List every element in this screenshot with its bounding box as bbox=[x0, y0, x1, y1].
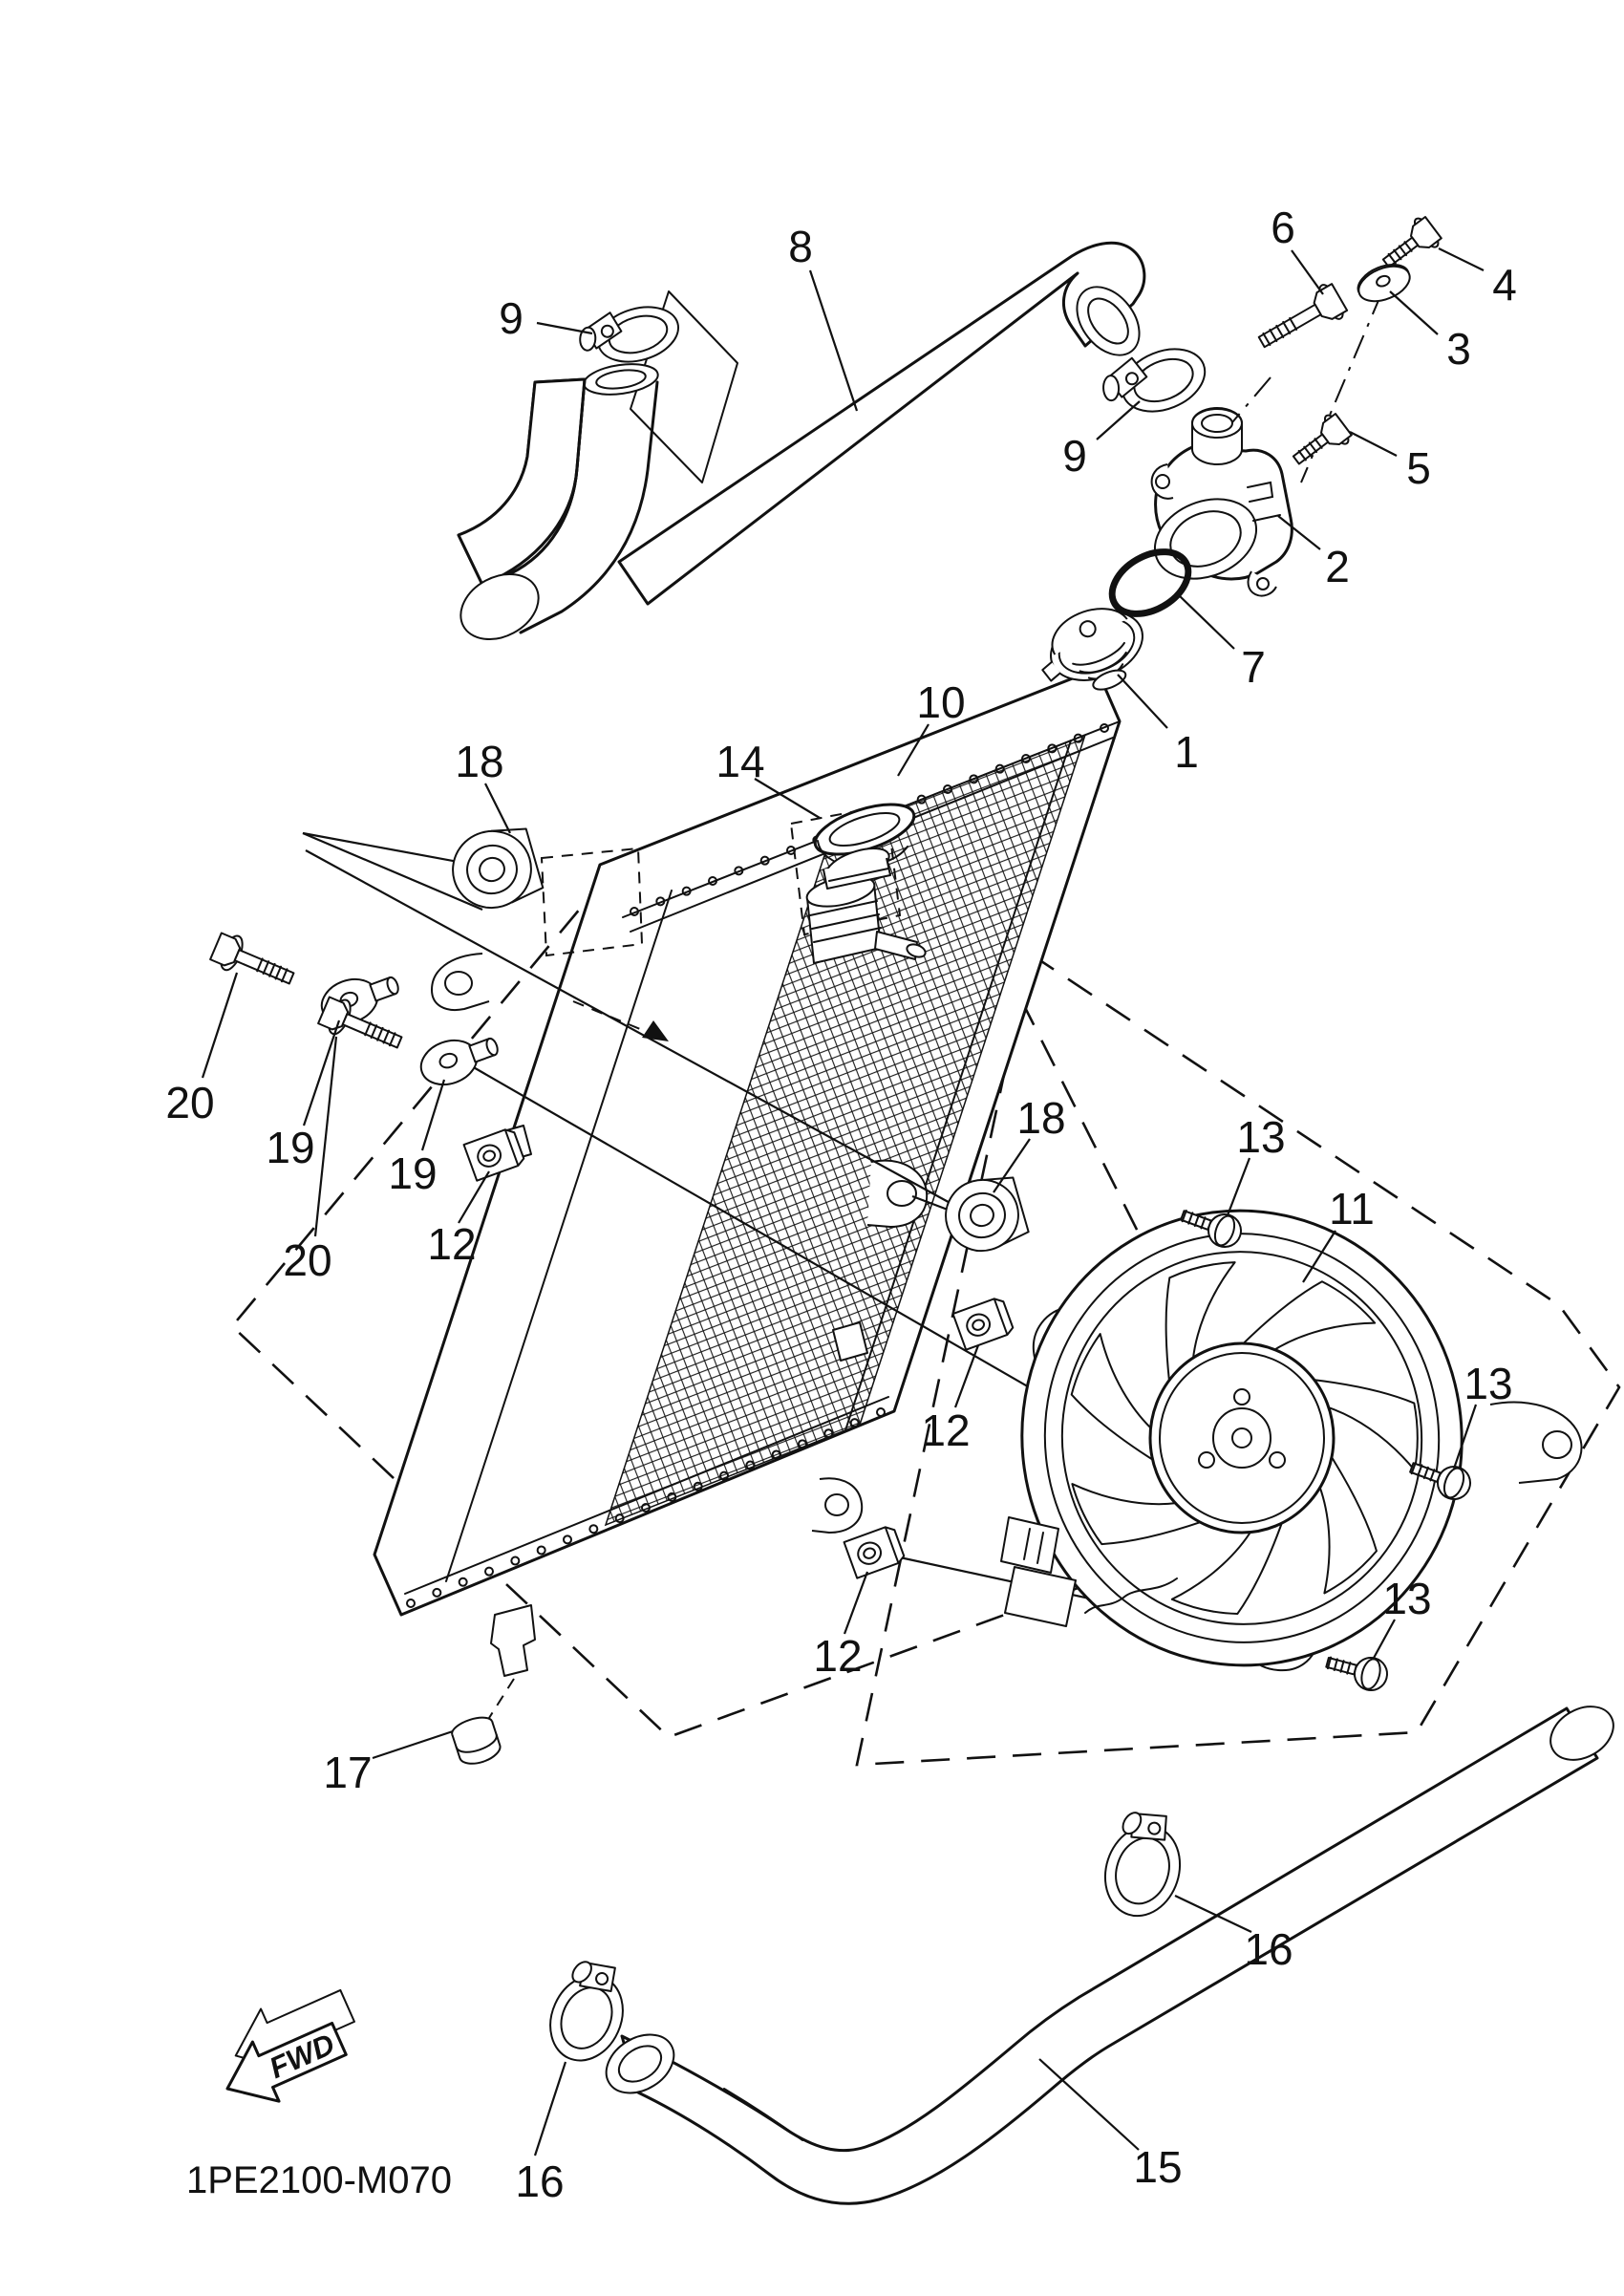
callout-7[interactable]: 7 bbox=[1241, 642, 1266, 692]
callout-12c[interactable]: 12 bbox=[813, 1631, 863, 1681]
callout-leader-13c bbox=[1373, 1620, 1395, 1660]
clip-12b bbox=[953, 1297, 1015, 1350]
callout-16a[interactable]: 16 bbox=[515, 2157, 565, 2206]
washer-19b bbox=[415, 1025, 503, 1092]
callout-9b[interactable]: 9 bbox=[1062, 431, 1087, 481]
callout-11[interactable]: 11 bbox=[1329, 1184, 1375, 1234]
callout-2[interactable]: 2 bbox=[1325, 542, 1350, 591]
lower-hose-15 bbox=[595, 1696, 1622, 2203]
callout-leader-9b bbox=[1097, 401, 1140, 440]
bolt-5 bbox=[1286, 411, 1354, 474]
callout-1[interactable]: 1 bbox=[1174, 727, 1199, 777]
callout-leader-7 bbox=[1178, 594, 1234, 649]
fwd-text: FWD bbox=[264, 2027, 340, 2086]
callout-10[interactable]: 10 bbox=[916, 677, 966, 727]
radiator-bottom-bracket bbox=[812, 1478, 862, 1533]
callout-leader-12c bbox=[844, 1572, 867, 1634]
callout-leader-8 bbox=[810, 270, 857, 411]
callout-19a[interactable]: 19 bbox=[266, 1123, 315, 1172]
callout-leader-16a bbox=[535, 2062, 566, 2156]
callout-20a[interactable]: 20 bbox=[165, 1078, 215, 1127]
bolt-axis-line-2 bbox=[1232, 377, 1271, 422]
callout-leader-1 bbox=[1118, 675, 1167, 728]
callout-13c[interactable]: 13 bbox=[1382, 1574, 1432, 1623]
callout-17[interactable]: 17 bbox=[323, 1748, 373, 1797]
radiator-drain-spout bbox=[489, 1605, 535, 1718]
callout-15[interactable]: 15 bbox=[1133, 2142, 1183, 2192]
callout-leader-6 bbox=[1292, 250, 1323, 294]
callout-8[interactable]: 8 bbox=[788, 222, 813, 271]
hose-clamp-16b bbox=[1094, 1803, 1195, 1925]
callout-leader-13a bbox=[1228, 1158, 1250, 1215]
callout-leader-3 bbox=[1390, 291, 1438, 334]
upper-hose-8 bbox=[449, 243, 1151, 652]
cooling-fan bbox=[993, 1182, 1581, 1693]
callout-leader-17 bbox=[373, 1731, 453, 1758]
callout-18a[interactable]: 18 bbox=[455, 737, 504, 786]
clip-12c bbox=[844, 1525, 906, 1578]
callout-leader-19b bbox=[422, 1080, 444, 1150]
callout-20b[interactable]: 20 bbox=[283, 1235, 332, 1285]
washer-3 bbox=[1353, 258, 1415, 309]
callout-leader-4 bbox=[1439, 248, 1484, 270]
callout-6[interactable]: 6 bbox=[1271, 203, 1295, 252]
bolt-6 bbox=[1252, 281, 1349, 359]
grommet-18a bbox=[444, 821, 545, 917]
callout-19b[interactable]: 19 bbox=[388, 1148, 438, 1198]
callout-5[interactable]: 5 bbox=[1406, 443, 1431, 493]
callout-leader-15 bbox=[1039, 2059, 1139, 2150]
callout-9a[interactable]: 9 bbox=[499, 293, 524, 343]
thermostat-housing-2 bbox=[1143, 408, 1292, 596]
callout-3[interactable]: 3 bbox=[1446, 324, 1471, 374]
callout-leader-20a bbox=[203, 973, 237, 1078]
bolt-20a bbox=[209, 930, 299, 996]
callout-16b[interactable]: 16 bbox=[1244, 1924, 1293, 1974]
callout-14[interactable]: 14 bbox=[716, 737, 765, 786]
fwd-arrow bbox=[203, 1976, 372, 2118]
drain-cap-17 bbox=[450, 1713, 503, 1768]
screw-13c bbox=[1323, 1646, 1391, 1693]
callout-4[interactable]: 4 bbox=[1492, 260, 1517, 310]
callout-leader-19a bbox=[304, 1020, 339, 1126]
callout-leader-5 bbox=[1350, 432, 1397, 456]
callout-leader-12b bbox=[955, 1345, 978, 1407]
part-code: 1PE2100-M070 bbox=[186, 2159, 452, 2201]
callout-18b[interactable]: 18 bbox=[1016, 1093, 1066, 1143]
callout-leader-18a bbox=[485, 783, 510, 833]
callout-12a[interactable]: 12 bbox=[427, 1219, 477, 1269]
callout-13a[interactable]: 13 bbox=[1236, 1112, 1286, 1162]
callout-12b[interactable]: 12 bbox=[921, 1405, 971, 1455]
callout-13b[interactable]: 13 bbox=[1464, 1359, 1513, 1408]
radiator-left-bracket bbox=[432, 954, 489, 1010]
